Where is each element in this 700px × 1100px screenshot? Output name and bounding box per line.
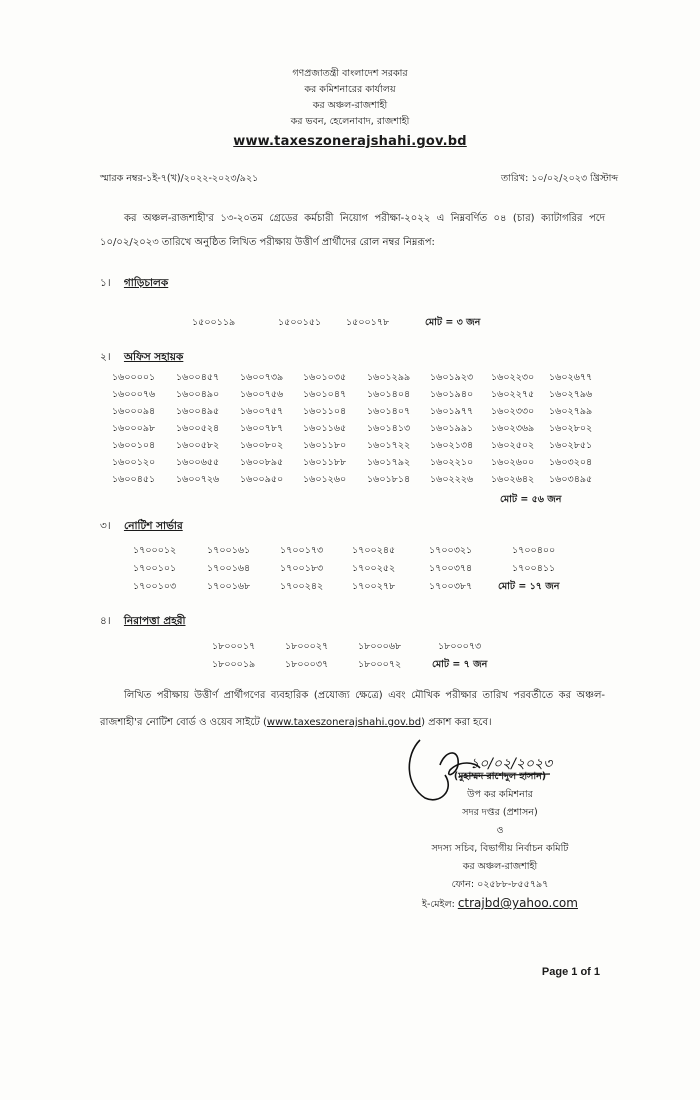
roll-number: ১৬০১৮১৪ bbox=[367, 474, 411, 485]
roll-number: ১৬০১৭২২ bbox=[367, 440, 411, 451]
roll-number: ১৬০০৭৫৬ bbox=[240, 389, 284, 400]
handwritten-date: ১০/০২/২০২৩ bbox=[470, 756, 553, 772]
roll-number: ১৬০০৮৯৫ bbox=[240, 457, 284, 468]
roll-number: ১৬০০৪৯৫ bbox=[176, 406, 220, 417]
roll-number: ১৬০১৯৭৭ bbox=[430, 406, 474, 417]
roll-number: ১৬০০৭৮৭ bbox=[240, 423, 284, 434]
roll-number: ১৮০০০৩৭ bbox=[285, 659, 329, 670]
govt-name: গণপ্রজাতন্ত্রী বাংলাদেশ সরকার bbox=[292, 68, 408, 79]
section-title-notice-server bbox=[100, 519, 183, 536]
roll-number: ১৭০০১৬৪ bbox=[207, 563, 251, 574]
section-number: ৩। bbox=[100, 520, 111, 532]
section-name: নোটিশ সার্ভার bbox=[123, 520, 183, 532]
roll-number: ১৭০০৩৭৪ bbox=[429, 563, 473, 574]
signatory-email-line bbox=[380, 894, 620, 914]
roll-number: ১৬০০১০৪ bbox=[112, 440, 156, 451]
signatory-name: (মুহাম্মদ রাশেদুল হাসান) bbox=[453, 771, 547, 782]
roll-number: ১৬০১১৬৫ bbox=[303, 423, 347, 434]
roll-number: ১৭০০১৬৮ bbox=[207, 581, 251, 592]
zone-name: কর অঞ্চল-রাজশাহী bbox=[312, 100, 388, 111]
closing-paragraph bbox=[100, 682, 605, 736]
roll-number: ১৭০০০১২ bbox=[133, 545, 177, 556]
closing-text-after: ) প্রকাশ করা হবে। bbox=[421, 717, 492, 728]
signatory-designation: উপ কর কমিশনার bbox=[467, 789, 533, 800]
website-link[interactable]: www.taxeszonerajshahi.gov.bd bbox=[233, 134, 467, 149]
roll-number: ১৬০০০৯৪ bbox=[112, 406, 156, 417]
roll-number: ১৭০০৪১১ bbox=[512, 563, 556, 574]
office-name: কর কমিশনারের কার্যালয় bbox=[304, 84, 396, 95]
section-name: নিরাপত্তা প্রহরী bbox=[123, 615, 186, 627]
section-total: মোট = ৭ জন bbox=[432, 659, 488, 670]
roll-number: ১৬০০১২০ bbox=[112, 457, 156, 468]
roll-number: ১৭০০১৭৩ bbox=[280, 545, 324, 556]
section-number: ১। bbox=[100, 277, 111, 289]
roll-number: ১৬০১৪১৩ bbox=[367, 423, 411, 434]
email-link[interactable]: ctrajbd@yahoo.com bbox=[457, 896, 578, 910]
memo-number: স্মারক নম্বর-১ই-৭(খ)/২০২২-২০২৩/৯২১ bbox=[100, 173, 259, 184]
roll-number: ১৬০১৯৪০ bbox=[430, 389, 474, 400]
closing-text-before: লিখিত পরীক্ষায় উত্তীর্ণ প্রার্থীগণের ব্যবহারিক (প্রযোজ্য ক্ষেত্রে) এবং মৌখিক পরীক্ষার তারিখ পরবর্তীতে কর অঞ্চল-রাজশাহী'র নোটিশ বোর্ড ও ওয়েব সাইটে ( bbox=[100, 690, 605, 728]
roll-number: ১৫০০১৫১ bbox=[278, 317, 322, 328]
page-number: Page 1 of 1 bbox=[541, 966, 600, 978]
roll-number: ১৭০০৩৮৭ bbox=[429, 581, 473, 592]
roll-number: ১৬০২৬৭৭ bbox=[549, 372, 593, 383]
roll-number: ১৬০০০০১ bbox=[112, 372, 156, 383]
roll-number: ১৮০০০৭৩ bbox=[438, 641, 482, 652]
roll-number: ১৫০০১১৯ bbox=[192, 317, 236, 328]
roll-number: ১৬০০৭৫৭ bbox=[240, 406, 284, 417]
roll-number: ১৭০০২৫২ bbox=[352, 563, 396, 574]
roll-number: ১৬০২১৩৪ bbox=[430, 440, 474, 451]
section-title-driver bbox=[100, 276, 168, 293]
signatory-phone: ফোন: ০২৫৮৮-৮৫৫৭৯৭ bbox=[451, 879, 549, 890]
roll-number: ১৬০০৭৩৯ bbox=[240, 372, 284, 383]
roll-number: ১৬০২৭৯৯ bbox=[549, 406, 593, 417]
signatory-and: ও bbox=[496, 825, 504, 836]
roll-number: ১৭০০২৭৮ bbox=[352, 581, 396, 592]
roll-number: ১৬০০৮০২ bbox=[240, 440, 284, 451]
email-label: ই-মেইল: bbox=[422, 899, 455, 910]
section-number: ২। bbox=[100, 351, 111, 363]
roll-number: ১৬০৩২০৪ bbox=[549, 457, 593, 468]
roll-number: ১৭০০৪০০ bbox=[512, 545, 556, 556]
website-inline-link[interactable]: www.taxeszonerajshahi.gov.bd bbox=[266, 717, 422, 728]
roll-number: ১৮০০০১৭ bbox=[212, 641, 256, 652]
roll-number: ১৬০২৭৯৬ bbox=[549, 389, 593, 400]
signatory-block bbox=[380, 768, 620, 914]
roll-number: ১৬০২২১০ bbox=[430, 457, 474, 468]
roll-number: ১৬০২৩৩০ bbox=[491, 406, 535, 417]
roll-number: ১৭০০৩২১ bbox=[429, 545, 473, 556]
roll-number: ১৬০১৯২৩ bbox=[430, 372, 474, 383]
roll-number: ১৬০১২৯৯ bbox=[367, 372, 411, 383]
roll-number: ১৭০০১০১ bbox=[133, 563, 177, 574]
roll-number: ১৬০১৭৯২ bbox=[367, 457, 411, 468]
roll-number: ১৬০০৫২৪ bbox=[176, 423, 220, 434]
roll-number: ১৬০১০৩৫ bbox=[303, 372, 347, 383]
section-title-office-assistant bbox=[100, 350, 183, 367]
roll-number: ১৬০০৫৮২ bbox=[176, 440, 220, 451]
roll-number: ১৬০২২৩০ bbox=[491, 372, 535, 383]
roll-number: ১৬০২২২৬ bbox=[430, 474, 474, 485]
roll-number: ১৬০০৪৫১ bbox=[112, 474, 156, 485]
section-title-security-guard bbox=[100, 614, 185, 631]
roll-number: ১৮০০০৬৮ bbox=[358, 641, 402, 652]
issue-date: তারিখ: ১০/০২/২০২৩ খ্রিস্টাব্দ bbox=[501, 173, 618, 184]
roll-number: ১৬০১১৮৮ bbox=[303, 457, 347, 468]
section-total: মোট = ৩ জন bbox=[425, 317, 481, 328]
roll-number: ১৮০০০৭২ bbox=[358, 659, 402, 670]
roll-number: ১৬০০০৭৬ bbox=[112, 389, 156, 400]
roll-number: ১৬০২৮৫১ bbox=[549, 440, 593, 451]
roll-number: ১৭০০২৪২ bbox=[280, 581, 324, 592]
section-number: ৪। bbox=[100, 615, 111, 627]
signatory-role: সদস্য সচিব, বিভাগীয় নির্বাচন কমিটি bbox=[431, 843, 569, 854]
roll-number: ১৬০১৪০৭ bbox=[367, 406, 411, 417]
roll-number: ১৬০০৭২৬ bbox=[176, 474, 220, 485]
roll-number: ১৭০০২৪৫ bbox=[352, 545, 396, 556]
roll-number: ১৬০২৮০২ bbox=[549, 423, 593, 434]
roll-number: ১৮০০০২৭ bbox=[285, 641, 329, 652]
roll-number: ১৮০০০১৯ bbox=[212, 659, 256, 670]
roll-number: ১৬০০৪৫৭ bbox=[176, 372, 220, 383]
roll-number: ১৭০০১০৩ bbox=[133, 581, 177, 592]
roll-number: ১৬০২২৭৫ bbox=[491, 389, 535, 400]
roll-number: ১৬০০৯৫০ bbox=[240, 474, 284, 485]
roll-number: ১৬০১৯৯১ bbox=[430, 423, 474, 434]
office-address: কর ভবন, হেলেনাবাদ, রাজশাহী bbox=[290, 116, 410, 127]
roll-number: ১৬০১৪০৪ bbox=[367, 389, 411, 400]
roll-number: ১৭০০১৮৩ bbox=[280, 563, 324, 574]
roll-number: ১৬০২৩৬৯ bbox=[491, 423, 535, 434]
roll-number: ১৬০৩৪৯৫ bbox=[549, 474, 593, 485]
roll-number: ১৬০২৫০২ bbox=[491, 440, 535, 451]
section-total: মোট = ১৭ জন bbox=[498, 581, 560, 592]
roll-number: ১৬০০৪৯০ bbox=[176, 389, 220, 400]
section-name: অফিস সহায়ক bbox=[123, 351, 184, 363]
roll-number: ১৬০১২৬০ bbox=[303, 474, 347, 485]
signatory-office: সদর দপ্তর (প্রশাসন) bbox=[462, 807, 538, 818]
roll-number: ১৬০১০৪৭ bbox=[303, 389, 347, 400]
roll-number: ১৬০১১৮০ bbox=[303, 440, 347, 451]
section-name: গাড়িচালক bbox=[123, 277, 169, 289]
section-total: মোট = ৫৬ জন bbox=[500, 494, 562, 505]
roll-number: ১৭০০১৬১ bbox=[207, 545, 251, 556]
letterhead bbox=[0, 66, 700, 150]
roll-number: ১৫০০১৭৮ bbox=[346, 317, 390, 328]
roll-number: ১৬০২৬০০ bbox=[491, 457, 535, 468]
roll-number: ১৬০২৬৪২ bbox=[491, 474, 535, 485]
signatory-zone: কর অঞ্চল-রাজশাহী bbox=[462, 861, 538, 872]
roll-number: ১৬০০০৯৮ bbox=[112, 423, 156, 434]
roll-number: ১৬০০৬৫৫ bbox=[176, 457, 220, 468]
roll-number: ১৬০১১০৪ bbox=[303, 406, 347, 417]
intro-paragraph: কর অঞ্চল-রাজশাহী'র ১৩-২০তম গ্রেডের কর্মচারী নিয়োগ পরীক্ষা-২০২২ এ নিম্নবর্ণিত ০৪ (চার) ক্যাটাগরির পদে ১০/০২/২০২৩ তারিখে অনুষ্ঠিত লিখিত পরীক্ষায় উত্তীর্ণ প্রার্থীদের রোল নম্বর নিম্নরূপ: bbox=[100, 213, 605, 248]
